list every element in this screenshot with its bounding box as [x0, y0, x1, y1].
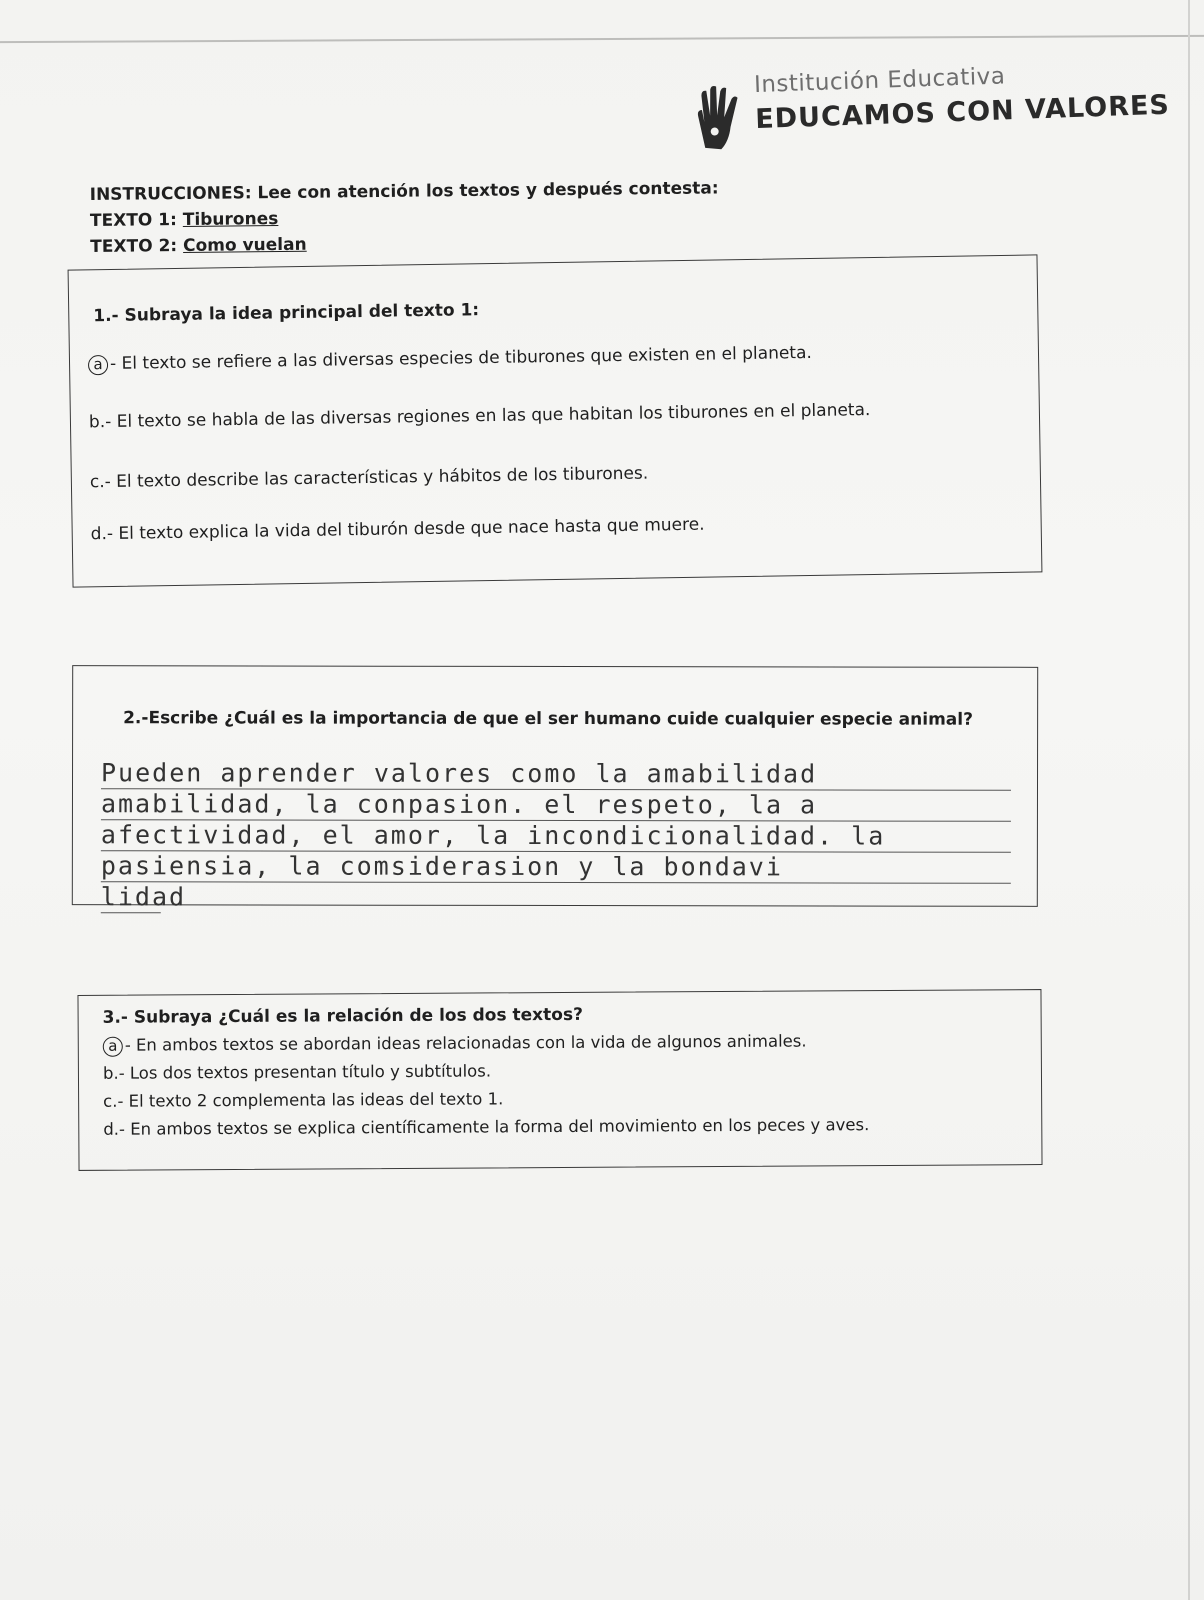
question1-box [68, 254, 1043, 587]
question1-option-b: b.- El texto se habla de las diversas regiones en las que habitan los tiburones en el planeta. [88, 400, 871, 433]
answer-line: afectividad, el amor, la incondicionalidad. la [101, 820, 1011, 853]
question3-option-c: c.- El texto 2 complementa las ideas del texto 1. [103, 1089, 504, 1111]
page-top-edge [0, 35, 1204, 43]
question1-option-c: c.- El texto describe las características y hábitos de los tiburones. [89, 463, 649, 493]
selected-marker: a [88, 355, 108, 375]
question3-option-d: d.- En ambos textos se explica científicamente la forma del movimiento en los peces y aves. [103, 1115, 870, 1139]
instructions-line: INSTRUCCIONES: Lee con atención los textos y después contesta: [89, 178, 719, 206]
institution-motto: EDUCAMOS CON VALORES [754, 89, 1171, 136]
text2-line [90, 230, 719, 257]
page-right-edge [1188, 0, 1190, 1600]
handwritten-answer [101, 758, 1011, 915]
hand-logo-icon [689, 84, 751, 156]
text1-title: Tiburones [182, 209, 279, 231]
question3-option-b: b.- Los dos textos presentan título y subtítulos. [102, 1061, 492, 1083]
instructions-block [90, 178, 720, 263]
selected-marker: a [103, 1037, 123, 1057]
answer-line: lidad [100, 882, 187, 912]
option-text: - En ambos textos se abordan ideas relacionadas con la vida de algunos animales. [124, 1031, 807, 1055]
institution-name: Institución Educativa [753, 63, 1006, 99]
answer-line: amabilidad, la conpasion. el respeto, la a [101, 789, 1011, 822]
school-header [688, 50, 1171, 167]
text2-label: TEXTO 2: [90, 236, 184, 257]
question1-option-a [88, 343, 812, 375]
question2-title: 2.-Escribe ¿Cuál es la importancia de que el ser humano cuide cualquier especie animal? [123, 708, 973, 730]
question1-title: 1.- Subraya la idea principal del texto 1: [93, 300, 480, 327]
question3-title: 3.- Subraya ¿Cuál es la relación de los dos textos? [102, 1004, 583, 1028]
text1-label: TEXTO 1: [89, 210, 183, 231]
option-text: - El texto se refiere a las diversas especies de tiburones que existen en el planeta. [109, 342, 812, 374]
question3-option-a [103, 1031, 807, 1056]
answer-line: pasiensia, la comsiderasion y la bondavi [101, 851, 1011, 884]
question3-box [77, 989, 1042, 1171]
question2-box [72, 665, 1038, 912]
answer-line: Pueden aprender valores como la amabilidad [101, 758, 1011, 791]
question1-option-d: d.- El texto explica la vida del tiburón desde que nace hasta que muere. [90, 514, 705, 545]
text1-line [90, 204, 719, 231]
text2-title: Como vuelan [182, 234, 307, 257]
